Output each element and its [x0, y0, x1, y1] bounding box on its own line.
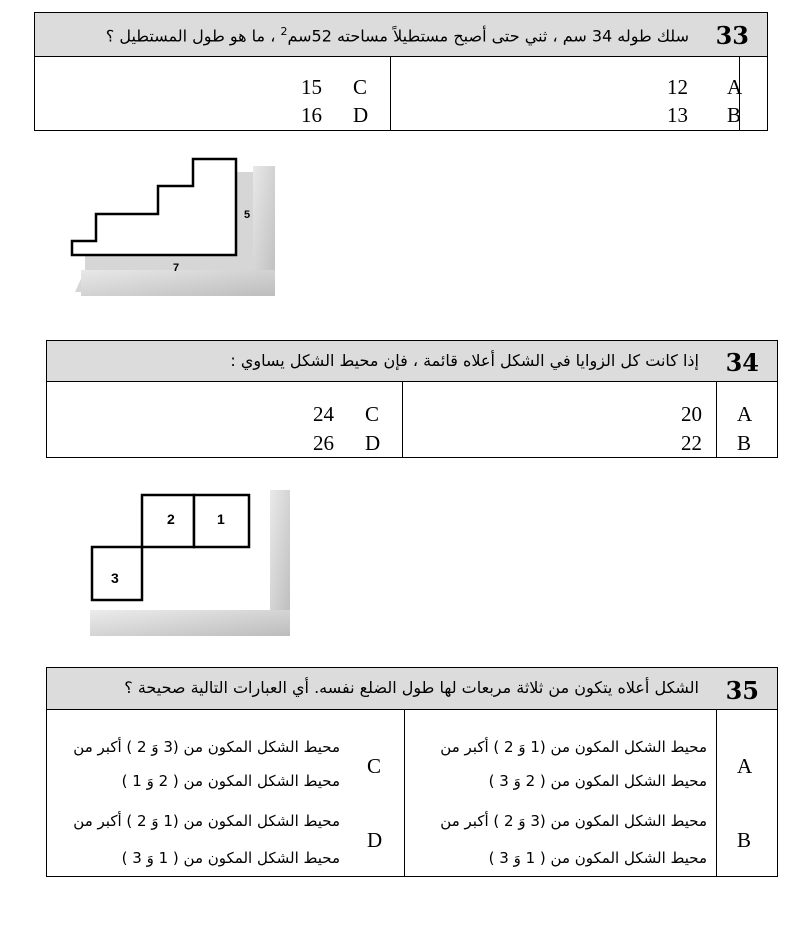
option-value-d: 26	[313, 431, 334, 455]
option-value-a: 20	[681, 402, 702, 426]
option-c-line1: محيط الشكل المكون من (3 وَ 2 ) أكبر من	[73, 738, 340, 756]
option-a-line2: محيط الشكل المكون من ( 2 وَ 3 )	[488, 772, 707, 790]
option-b-line1: محيط الشكل المكون من (3 وَ 2 ) أكبر من	[440, 812, 707, 830]
figure-shadow-right	[268, 490, 290, 628]
option-letter-c: C	[353, 75, 368, 99]
square-3-label: 3	[111, 570, 119, 586]
option-d-line1: محيط الشكل المكون من (1 وَ 2 ) أكبر من	[73, 812, 340, 830]
question-34-header	[47, 341, 777, 382]
option-value-c: 15	[301, 75, 322, 99]
option-letter-b: B	[727, 103, 742, 127]
question-33-header	[35, 13, 767, 57]
option-letter-b: B	[737, 828, 752, 852]
letter-divider	[716, 382, 717, 457]
option-value-a: 12	[667, 75, 688, 99]
option-divider	[404, 710, 405, 876]
question-35	[46, 667, 778, 877]
option-value-b: 22	[681, 431, 702, 455]
option-letter-c: C	[367, 754, 382, 778]
option-letter-b: B	[737, 431, 752, 455]
option-value-d: 16	[301, 103, 322, 127]
letter-divider	[716, 710, 717, 876]
option-letter-a: A	[737, 754, 753, 778]
option-letter-c: C	[365, 402, 380, 426]
option-d-line2: محيط الشكل المكون من ( 1 وَ 3 )	[121, 849, 340, 867]
option-letter-d: D	[367, 828, 383, 852]
question-text: الشكل أعلاه يتكون من ثلاثة مربعات لها طول الضلع نفسه. أي العبارات التالية صحيحة ؟	[124, 678, 699, 697]
question-number: 34	[725, 348, 759, 377]
option-b-line2: محيط الشكل المكون من ( 1 وَ 3 )	[488, 849, 707, 867]
question-34	[46, 340, 778, 458]
square-1-label: 1	[217, 511, 225, 527]
option-value-b: 13	[667, 103, 688, 127]
option-letter-a: A	[737, 402, 753, 426]
option-letter-a: A	[727, 75, 743, 99]
question-text: سلك طوله 34 سم ، ثني حتى أصبح مستطيلاً مساحته 52سم$^2$ ، ما هو طول المستطيل ؟	[105, 25, 689, 46]
option-value-c: 24	[313, 402, 334, 426]
square-2-label: 2	[167, 511, 175, 527]
question-text: إذا كانت كل الزوايا في الشكل أعلاه قائمة ، فإن محيط الشكل يساوي :	[230, 351, 699, 370]
staircase-figure	[65, 152, 285, 302]
question-35-header	[47, 668, 777, 710]
question-33	[34, 12, 768, 131]
question-number: 35	[725, 676, 759, 705]
option-a-line1: محيط الشكل المكون من (1 وَ 2 ) أكبر من	[440, 738, 707, 756]
squares-figure	[82, 486, 302, 646]
option-letter-d: D	[353, 103, 369, 127]
option-letter-d: D	[365, 431, 381, 455]
option-divider	[402, 382, 403, 457]
label-side: 5	[244, 209, 251, 221]
label-bottom: 7	[173, 262, 180, 274]
question-number: 33	[715, 21, 749, 50]
option-c-line2: محيط الشكل المكون من ( 2 وَ 1 )	[121, 772, 340, 790]
option-divider	[390, 57, 391, 130]
figure-shadow-bottom	[90, 610, 290, 636]
